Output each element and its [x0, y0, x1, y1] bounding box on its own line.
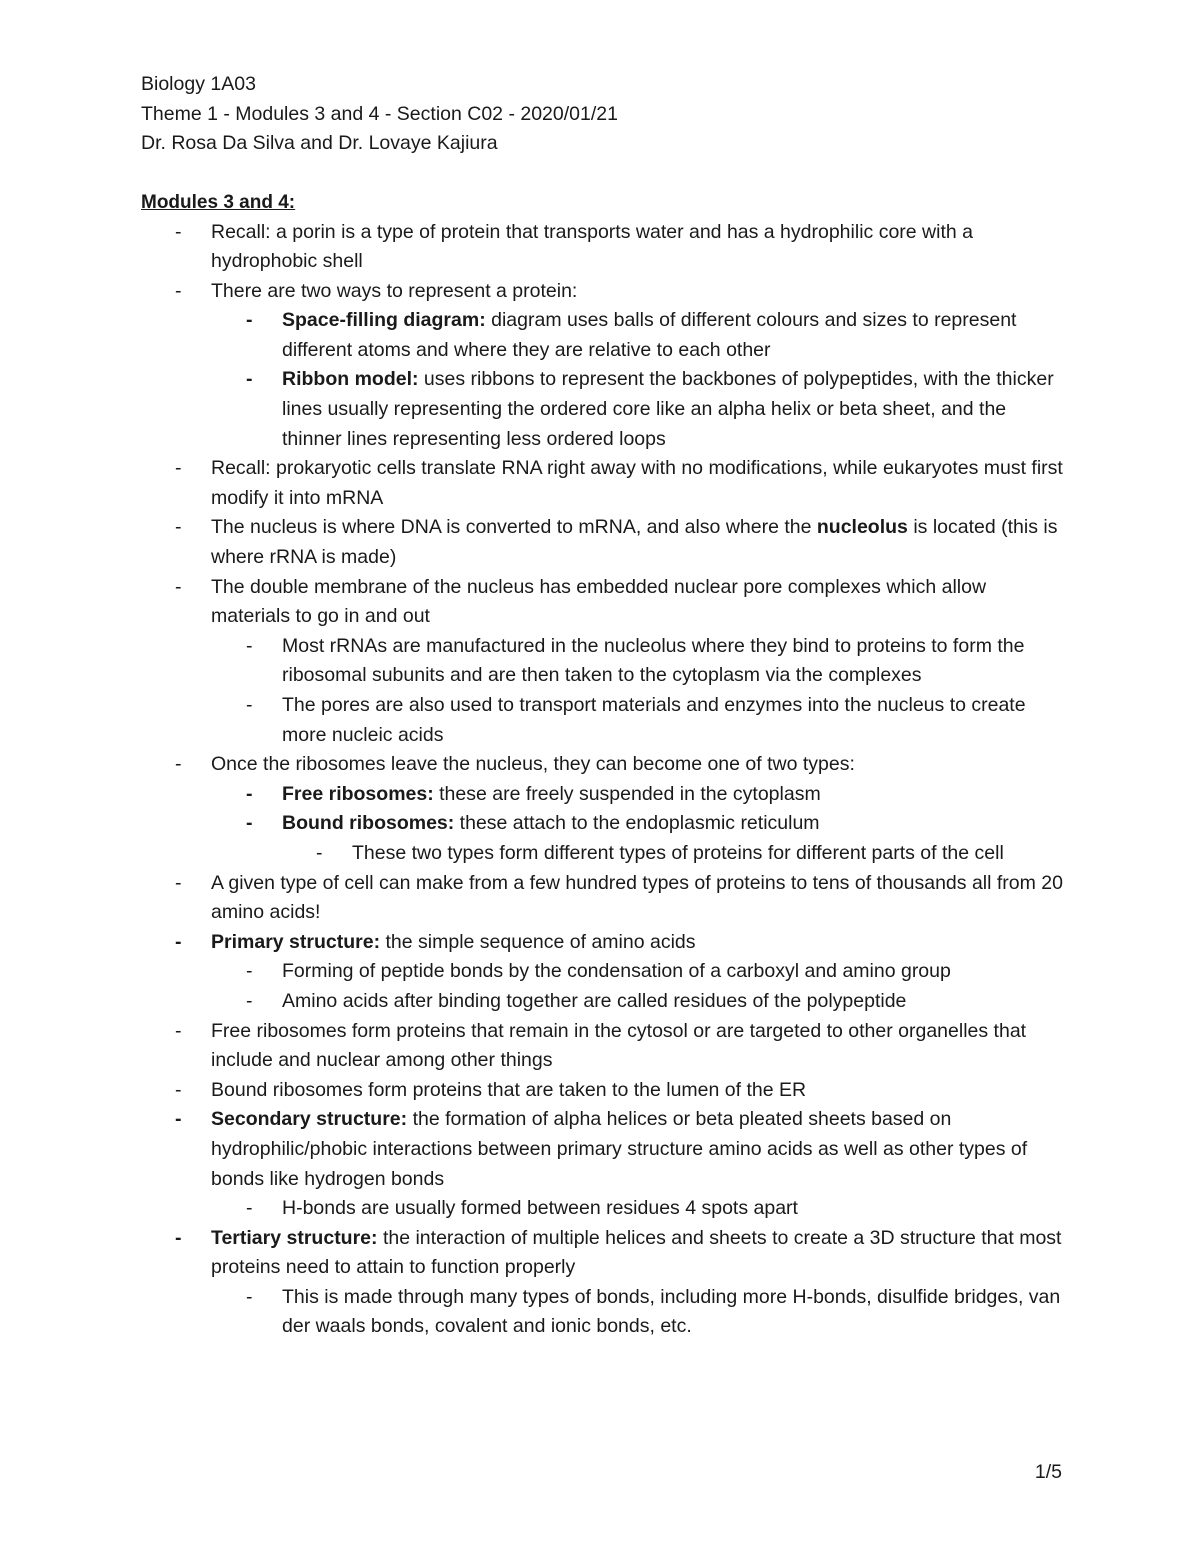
bullet-dash: - — [246, 989, 253, 1012]
term-label: Ribbon model: — [282, 368, 419, 391]
list-item-text — [282, 780, 1067, 810]
list-item-text — [211, 218, 1066, 277]
bullet-dash: - — [175, 1108, 182, 1131]
list-item — [0, 1076, 1200, 1106]
list-item — [0, 869, 1200, 928]
bullet-dash: - — [246, 368, 253, 391]
list-item — [0, 454, 1200, 513]
item-body: these are freely suspended in the cytoplasm — [433, 782, 821, 805]
bullet-dash: - — [175, 575, 182, 598]
item-body-continued: is located (this is where rRNA is made) — [211, 516, 1058, 569]
bullet-dash: - — [175, 871, 182, 894]
bullet-dash: - — [246, 960, 253, 983]
list-item-text — [282, 809, 1067, 839]
bullet-dash: - — [246, 694, 253, 716]
emphasized-term: nucleolus — [816, 516, 908, 539]
item-body: The double membrane of the nucleus has embedded nuclear pore complexes which allow materials to go in and out — [211, 575, 987, 628]
list-item — [0, 957, 1200, 987]
list-item — [0, 306, 1200, 365]
term-label: Primary structure: — [211, 930, 381, 953]
list-item — [0, 780, 1200, 810]
bullet-dash: - — [175, 1019, 182, 1042]
list-item-text — [211, 1224, 1066, 1283]
item-body: Recall: prokaryotic cells translate RNA right away with no modifications, while eukaryotes must first modify it into mRNA — [211, 457, 1063, 509]
item-body: diagram uses balls of different colours and sizes to represent different atoms and where they are relative to each other — [282, 309, 1017, 361]
item-body: This is made through many types of bonds, including more H-bonds, disulfide bridges, van der waals bonds, covalent and ionic bonds, etc. — [282, 1285, 1061, 1338]
bullet-dash: - — [246, 309, 253, 332]
document-header — [141, 70, 1101, 159]
item-body: Most rRNAs are manufactured in the nucleolus where they bind to proteins to form the ribosomal subunits and are then taken to the cytoplasm via the complexes — [282, 634, 1025, 687]
item-body: the formation of alpha helices or beta pleated sheets based on hydrophilic/phobic interactions between primary structure amino acids as well as other types of bonds like hydrogen bonds — [211, 1108, 1028, 1190]
list-item — [0, 691, 1200, 750]
list-item-text — [352, 839, 1067, 869]
item-body: The pores are also used to transport materials and enzymes into the nucleus to create more nucleic acids — [282, 694, 1026, 746]
list-item-text — [282, 691, 1067, 750]
bullet-list — [0, 218, 1200, 1343]
section-title: Modules 3 and 4: — [141, 192, 296, 213]
list-item — [0, 632, 1200, 691]
instructors-line: Dr. Rosa Da Silva and Dr. Lovaye Kajiura — [141, 132, 498, 155]
item-body: Free ribosomes form proteins that remain in the cytosol or are targeted to other organelles that include and nuclear among other things — [211, 1019, 1027, 1072]
term-label: Secondary structure: — [211, 1108, 408, 1131]
term-label: Bound ribosomes: — [282, 812, 455, 835]
item-body: A given type of cell can make from a few hundred types of proteins to tens of thousands all from 20 amino acids! — [211, 871, 1063, 924]
bullet-dash: - — [246, 1285, 253, 1308]
list-item — [0, 987, 1200, 1017]
list-item — [0, 1283, 1200, 1342]
list-item — [0, 839, 1200, 869]
bullet-dash: - — [175, 516, 182, 539]
list-item-text — [211, 1017, 1066, 1076]
list-item-text — [282, 987, 1067, 1017]
term-label: Tertiary structure: — [211, 1226, 378, 1249]
page-number: 1/5 — [1034, 1461, 1062, 1483]
item-body: Amino acids after binding together are called residues of the polypeptide — [282, 989, 907, 1012]
list-item-text — [211, 750, 1066, 780]
bullet-dash: - — [175, 1078, 182, 1101]
session-info: Theme 1 - Modules 3 and 4 - Section C02 - 2020/01/21 — [141, 102, 618, 125]
list-item — [0, 1194, 1200, 1224]
list-item-text — [282, 1194, 1067, 1224]
list-item-text — [211, 513, 1066, 572]
bullet-dash: - — [175, 930, 182, 953]
item-body: These two types form different types of proteins for different parts of the cell — [352, 841, 1004, 864]
list-item — [0, 1017, 1200, 1076]
list-item — [0, 218, 1200, 277]
list-item-text — [282, 1283, 1067, 1342]
item-body: the simple sequence of amino acids — [380, 930, 696, 953]
list-item — [0, 809, 1200, 839]
list-item — [0, 928, 1200, 958]
bullet-dash: - — [246, 812, 253, 835]
item-body: these attach to the endoplasmic reticulum — [454, 812, 820, 835]
term-label: Free ribosomes: — [282, 782, 434, 805]
term-label: Space-filling diagram: — [282, 309, 486, 332]
item-body: Recall: a porin is a type of protein that transports water and has a hydrophilic core with a hydrophobic shell — [211, 220, 973, 273]
list-item — [0, 365, 1200, 454]
list-item-text — [282, 957, 1067, 987]
list-item-text — [211, 869, 1066, 928]
bullet-dash: - — [316, 841, 323, 864]
item-body: Once the ribosomes leave the nucleus, they can become one of two types: — [211, 753, 855, 776]
item-body: Forming of peptide bonds by the condensation of a carboxyl and amino group — [282, 960, 951, 983]
bullet-dash: - — [175, 457, 182, 480]
bullet-dash: - — [246, 1197, 253, 1220]
list-item — [0, 573, 1200, 632]
course-title: Biology 1A03 — [141, 73, 256, 95]
list-item-text — [211, 928, 1066, 958]
bullet-dash: - — [246, 634, 253, 657]
list-item — [0, 750, 1200, 780]
list-item-text — [282, 365, 1067, 454]
list-item-text — [211, 277, 1066, 307]
list-item-text — [211, 573, 1066, 632]
list-item — [0, 1105, 1200, 1194]
item-body: the interaction of multiple helices and sheets to create a 3D structure that most proteins need to attain to function properly — [211, 1226, 1062, 1279]
item-body: There are two ways to represent a protein: — [211, 279, 578, 302]
bullet-dash: - — [175, 220, 182, 243]
list-item — [0, 277, 1200, 307]
list-item — [0, 513, 1200, 572]
list-item-text — [211, 1105, 1066, 1194]
bullet-dash: - — [246, 782, 253, 805]
bullet-dash: - — [175, 279, 182, 302]
list-item-text — [282, 632, 1067, 691]
list-item-text — [282, 306, 1067, 365]
item-body: The nucleus is where DNA is converted to mRNA, and also where the — [211, 516, 817, 539]
item-body: Bound ribosomes form proteins that are taken to the lumen of the ER — [211, 1078, 807, 1101]
list-item — [0, 1224, 1200, 1283]
list-item-text — [211, 454, 1066, 513]
bullet-dash: - — [175, 753, 182, 776]
list-item-text — [211, 1076, 1066, 1106]
item-body: H-bonds are usually formed between residues 4 spots apart — [282, 1197, 798, 1220]
item-body: uses ribbons to represent the backbones of polypeptides, with the thicker lines usually representing the ordered core like an alpha helix or beta sheet, and the thinner lines representing less ordered loops — [282, 368, 1054, 450]
bullet-dash: - — [175, 1226, 182, 1249]
